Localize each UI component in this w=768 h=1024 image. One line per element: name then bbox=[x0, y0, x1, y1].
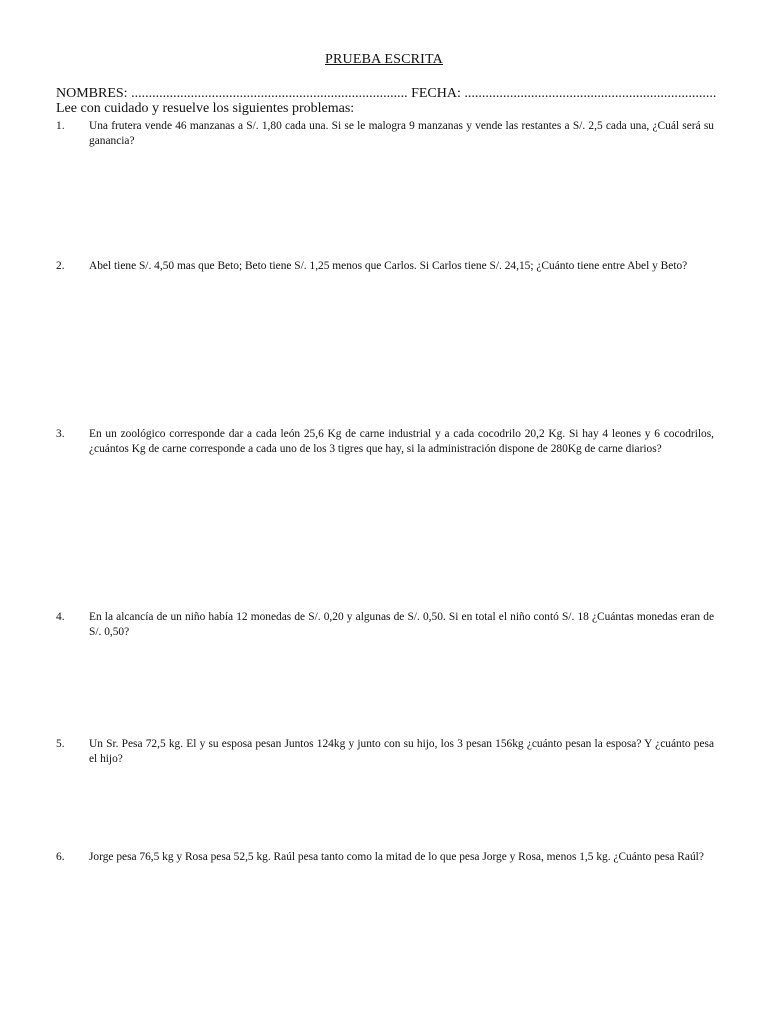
problem-text: Abel tiene S/. 4,50 mas que Beto; Beto tiene S/. 1,25 menos que Carlos. Si Carlos tiene S/. 24,15; ¿Cuánto tiene entre Abel y Beto? bbox=[89, 260, 688, 272]
problem-item bbox=[56, 737, 714, 767]
problem-text: Una frutera vende 46 manzanas a S/. 1,80 cada una. Si se le malogra 9 manzanas y vende las restantes a S/. 2,5 cada una, ¿Cuál será su ganancia? bbox=[89, 120, 714, 147]
problem-number: 3. bbox=[56, 428, 65, 440]
problem-number: 2. bbox=[56, 260, 65, 272]
problem-text: Jorge pesa 76,5 kg y Rosa pesa 52,5 kg. Raúl pesa tanto como la mitad de lo que pesa Jorge y Rosa, menos 1,5 kg. ¿Cuánto pesa Raúl? bbox=[89, 851, 704, 863]
fecha-blank: ........................................................................ bbox=[464, 86, 716, 101]
problem-item bbox=[56, 610, 714, 640]
instructions: Lee con cuidado y resuelve los siguientes problemas: bbox=[56, 101, 355, 116]
problem-text: Un Sr. Pesa 72,5 kg. El y su esposa pesan Juntos 124kg y junto con su hijo, los 3 pesan 156kg ¿cuánto pesan la esposa? Y ¿cuánto pesa el hijo? bbox=[89, 738, 714, 765]
problem-number: 6. bbox=[56, 851, 65, 863]
nombres-blank: ............................................................................... bbox=[131, 86, 408, 101]
fecha-label: FECHA: bbox=[411, 86, 461, 101]
page-title: PRUEBA ESCRITA bbox=[325, 52, 443, 67]
student-info-line bbox=[56, 86, 716, 102]
problem-item bbox=[56, 119, 714, 149]
problem-number: 5. bbox=[56, 738, 65, 750]
problem-text: En la alcancía de un niño había 12 monedas de S/. 0,20 y algunas de S/. 0,50. Si en total el niño contó S/. 18 ¿Cuántas monedas eran de S/. 0,50? bbox=[89, 611, 714, 638]
problem-number: 1. bbox=[56, 120, 65, 132]
problem-item bbox=[56, 259, 714, 274]
problem-number: 4. bbox=[56, 611, 65, 623]
problem-text: En un zoológico corresponde dar a cada león 25,6 Kg de carne industrial y a cada cocodrilo 20,2 Kg. Si hay 4 leones y 6 cocodrilos, ¿cuántos Kg de carne corresponde a cada uno de los 3 tigres que hay, si la administración dispone de 280Kg de carne diarios? bbox=[89, 428, 714, 455]
problem-item bbox=[56, 427, 714, 457]
nombres-label: NOMBRES: bbox=[56, 86, 128, 101]
problem-item bbox=[56, 850, 714, 865]
